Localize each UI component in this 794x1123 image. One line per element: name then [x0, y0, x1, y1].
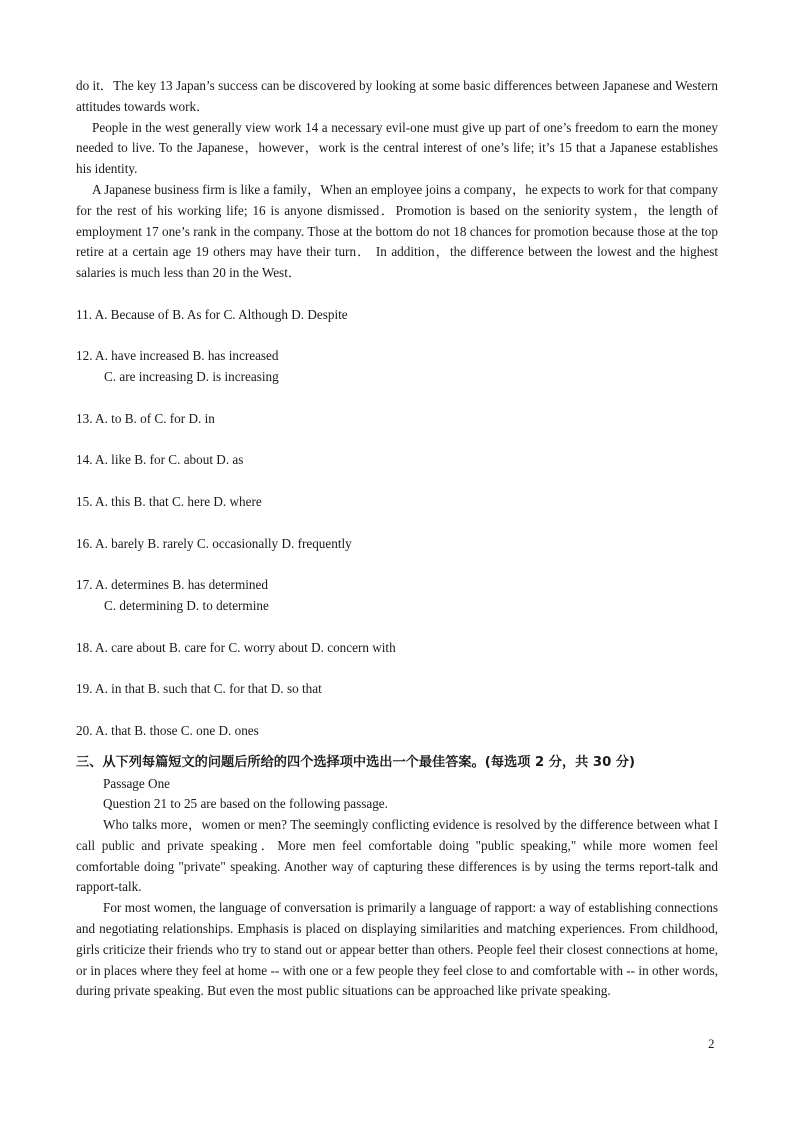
passage-paragraph-2: People in the west generally view work 14 a necessary evil-one must give up part of one’s freedom to earn the money needed to live. To the Japanese，however，work is the central interest of one’s life; it’s 15 that a Japanese establishes his identity. [76, 119, 718, 177]
section-heading: 三、从下列每篇短文的问题后所给的四个选择项中选出一个最佳答案。(每选项 2 分，共 30 分) [76, 754, 636, 770]
question-18: 18. A. care about B. care for C. worry about D. concern with [76, 639, 396, 655]
question-16: 16. A. barely B. rarely C. occasionally D. frequently [76, 535, 352, 551]
question-15: 15. A. this B. that C. here D. where [76, 493, 262, 509]
passage-title: Passage One [103, 775, 171, 791]
reading-paragraph-1: Who talks more，women or men? The seemingly conflicting evidence is resolved by the difference between what I call public and private speaking．More men feel comfortable doing "public speaking," while more women feel comfortable doing "private" speaking. Another way of capturing these differences is by using the terms report-talk and rapport-talk. [76, 817, 718, 895]
question-13: 13. A. to B. of C. for D. in [76, 410, 215, 426]
question-17-options-cont: C. determining D. to determine [104, 597, 269, 613]
passage-instruction: Question 21 to 25 are based on the following passage. [103, 796, 388, 812]
reading-paragraph-2: For most women, the language of conversation is primarily a language of rapport: a way of establishing connections and negotiating relationships. Emphasis is placed on displaying similarities and matching experiences. From childhood, girls criticize their friends who try to stand out or appear better than others. People feel their closest connections at home, or in places where they feel at home -- with one or a few people they feel close to and comfortable with -- in other words, during private speaking. But even the most public situations can be approached like private speaking. [76, 900, 718, 999]
passage-paragraph-3: A Japanese business firm is like a family，When an employee joins a company，he expects to work for that company for the rest of his working life; 16 is anyone dismissed．Promotion is based on the seniority system，the length of employment 17 one’s rank in the company. Those at the bottom do not 18 chances for promotion because those at the top retire at a certain age 19 others may have their turn． In addition，the difference between the lowest and the highest salaries is much less than 20 in the West． [76, 181, 718, 281]
question-19: 19. A. in that B. such that C. for that D. so that [76, 681, 322, 697]
question-12: 12. A. have increased B. has increased [76, 348, 279, 364]
page-number: 2 [708, 1036, 715, 1051]
passage-paragraph-1: do it．The key 13 Japan’s success can be discovered by looking at some basic differences between Japanese and Western attitudes towards work． [76, 78, 718, 114]
question-list [76, 305, 718, 742]
question-14: 14. A. like B. for C. about D. as [76, 452, 244, 468]
question-12-options-cont: C. are increasing D. is increasing [104, 369, 279, 385]
question-11: 11. A. Because of B. As for C. Although D. Despite [76, 306, 348, 322]
document-page [76, 76, 718, 1002]
question-20: 20. A. that B. those C. one D. ones [76, 722, 259, 738]
question-17: 17. A. determines B. has determined [76, 577, 268, 593]
